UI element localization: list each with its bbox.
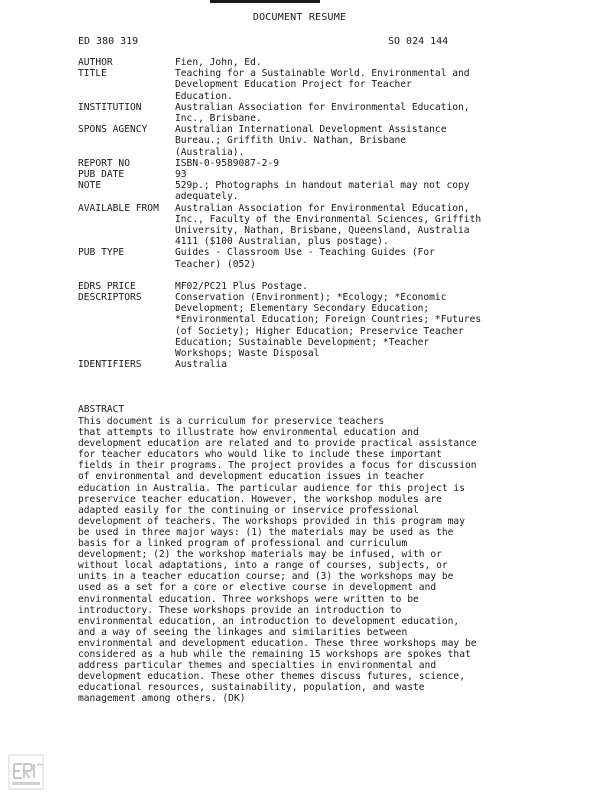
eric-logo-icon bbox=[8, 754, 44, 790]
field-value: Australia bbox=[175, 359, 227, 371]
field-author bbox=[78, 57, 508, 68]
field-label: AVAILABLE FROM bbox=[78, 202, 159, 214]
field-value: MF02/PC21 Plus Postage. bbox=[175, 280, 308, 292]
field-identifiers bbox=[78, 359, 508, 370]
field-spons-agency bbox=[78, 124, 508, 158]
field-label: NOTE bbox=[78, 180, 102, 192]
abstract-heading: ABSTRACT bbox=[78, 404, 125, 415]
field-label: AUTHOR bbox=[78, 57, 113, 68]
field-value: 93 bbox=[175, 169, 187, 181]
field-label: EDRS PRICE bbox=[78, 280, 136, 292]
field-label: REPORT NO bbox=[78, 157, 130, 169]
document-resume-title: DOCUMENT RESUME bbox=[252, 12, 347, 23]
field-pub-type bbox=[78, 247, 508, 269]
field-value: Guides - Classroom Use - Teaching Guides (For Teacher) (052) bbox=[175, 247, 435, 270]
field-institution bbox=[78, 102, 508, 124]
field-value: Fien, John, Ed. bbox=[175, 57, 262, 68]
field-label: SPONS AGENCY bbox=[78, 124, 148, 136]
field-value: Australian Association for Environmental Education, Inc., Brisbane. bbox=[175, 101, 470, 125]
field-report-no bbox=[78, 158, 508, 169]
ed-number: ED 380 319 bbox=[78, 36, 139, 47]
field-value: Teaching for a Sustainable World. Environmental and Development Education Project for Teacher Education. bbox=[175, 68, 470, 102]
field-label: IDENTIFIERS bbox=[78, 359, 142, 371]
field-value: Australian Association for Environmental Education, Inc., Faculty of the Environmental Sciences, Griffith University, Nathan, Brisbane, Queensland, Australia 4111 ($100 Australian, plus postage). bbox=[175, 202, 482, 248]
top-scan-mark bbox=[210, 0, 320, 3]
abstract-text: This document is a curriculum for preservice teachers that attempts to illustrate how environmental education and development education are related and to provide practical assistance for teacher educators who would like to include these important fields in their programs. The project provides a focus for discussion of environmental and development education issues in teacher education in Australia. The particular audience for this project is preservice teacher education. However, the workshop modules are adapted easily for the continuing or inservice professional development of teachers. The workshops provided in this program may be used in three major ways: (1) the materials may be used as the basis for a linked program of professional and curriculum development; (2) the workshop materials may be infused, with or without local adaptations, into a range of courses, subjects, or units in a teacher education course; and (3) the workshops may be used as a set for a core or elective course in development and environmental education. Three workshops were written to be introductory. These workshops provide an introduction to environmental education, an introduction to development education, and a way of seeing the linkages and similarities between environmental and development education. These three workshops may be considered as a hub while the remaining 15 workshops are spokes that address particular themes and specialties in environmental and development education. These other themes discuss futures, science, educational resources, sustainability, population, and waste management among others. (DK) bbox=[78, 416, 477, 705]
field-note bbox=[78, 180, 508, 202]
field-available-from bbox=[78, 203, 508, 248]
field-label: PUB TYPE bbox=[78, 247, 125, 259]
field-descriptors bbox=[78, 292, 508, 359]
field-pub-date bbox=[78, 169, 508, 180]
field-label: INSTITUTION bbox=[78, 101, 142, 113]
field-title bbox=[78, 68, 508, 102]
metadata-fields bbox=[78, 57, 508, 370]
field-value: Conservation (Environment); *Ecology; *Economic Development; Elementary Secondary Education; *Environmental Education; Foreign Countries; *Futures (of Society); Higher Education; Preservice Teacher Education; Sustainable Development; *Teacher Workshops; Waste Disposal bbox=[175, 292, 482, 360]
field-value: 529p.; Photographs in handout material may not copy adequately. bbox=[175, 180, 470, 203]
field-label: PUB DATE bbox=[78, 169, 125, 181]
field-label: TITLE bbox=[78, 68, 107, 80]
eric-logo bbox=[8, 754, 44, 790]
field-value: ISBN-0-9589087-2-9 bbox=[175, 157, 279, 169]
field-value: Australian International Development Assistance Bureau.; Griffith Univ. Nathan, Brisbane (Australia). bbox=[175, 124, 447, 158]
field-edrs-price bbox=[78, 281, 508, 292]
so-number: SO 024 144 bbox=[388, 36, 449, 47]
field-label: DESCRIPTORS bbox=[78, 292, 142, 304]
